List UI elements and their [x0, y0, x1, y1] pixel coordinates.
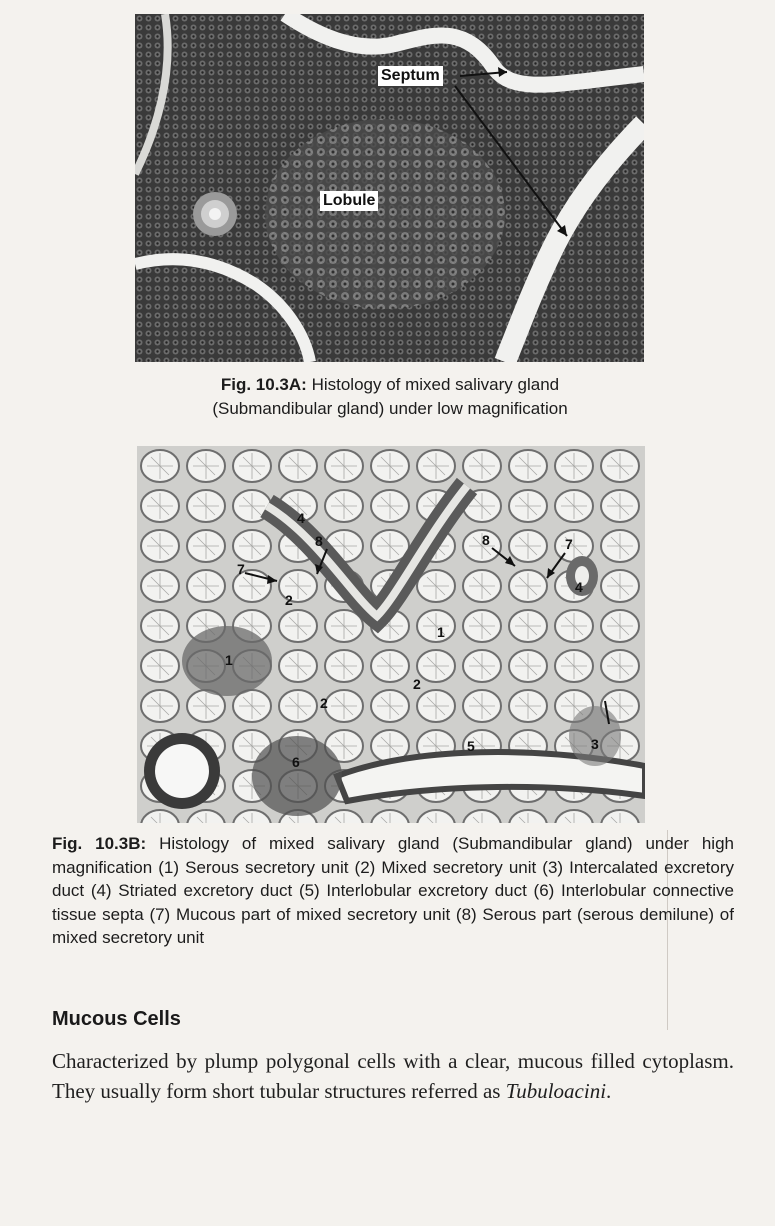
label-2-b: 2 [413, 676, 421, 692]
label-1-b: 1 [225, 652, 233, 668]
figure-a-caption [120, 373, 660, 421]
label-6: 6 [292, 754, 300, 770]
section-body-end: . [606, 1079, 612, 1103]
label-8-a: 8 [315, 533, 323, 549]
label-8-b: 8 [482, 532, 490, 548]
figure-b-caption [52, 832, 734, 950]
figure-a-caption-line2: (Submandibular gland) under low magnification [212, 399, 568, 418]
label-5: 5 [467, 738, 475, 754]
figure-a-caption-line1 [120, 373, 660, 397]
micrograph-low-magnification [135, 14, 644, 362]
section-body-italic: Tubuloacini [505, 1079, 607, 1103]
label-4-a: 4 [297, 510, 305, 526]
label-7-a: 7 [237, 561, 245, 577]
figure-a-caption-text1: Histology of mixed salivary gland [311, 375, 560, 394]
label-3: 3 [591, 736, 599, 752]
section-body-text: Characterized by plump polygonal cells with a clear, mucous filled cytoplasm. They usually form short tubular structures referred as [52, 1049, 734, 1103]
label-7-b: 7 [565, 536, 573, 552]
septum-label: Septum [378, 66, 443, 86]
section-body [52, 1046, 734, 1106]
label-2-a: 2 [285, 592, 293, 608]
figure-b-number: Fig. 10.3B: [52, 834, 147, 853]
figure-b-caption-text: Histology of mixed salivary gland (Submandibular gland) under high magnification (1) Serous secretory unit (2) Mixed secretory unit (3) Intercalated excretory duct (4) Striated excretory duct (5) Interlobular excretory duct (6) Interlobular connective tissue septa (7) Mucous part of mixed secretory unit (8) Serous part (serous demilune) of mixed secretory unit [52, 834, 734, 948]
section-heading: Mucous Cells [52, 1008, 181, 1030]
label-1-a: 1 [437, 624, 445, 640]
lobule-label: Lobule [320, 191, 378, 211]
figure-a-number: Fig. 10.3A: [220, 375, 307, 394]
label-4-b: 4 [575, 579, 583, 595]
micrograph-high-magnification [137, 446, 645, 823]
label-2-c: 2 [320, 695, 328, 711]
micrograph-b-image [137, 446, 645, 823]
